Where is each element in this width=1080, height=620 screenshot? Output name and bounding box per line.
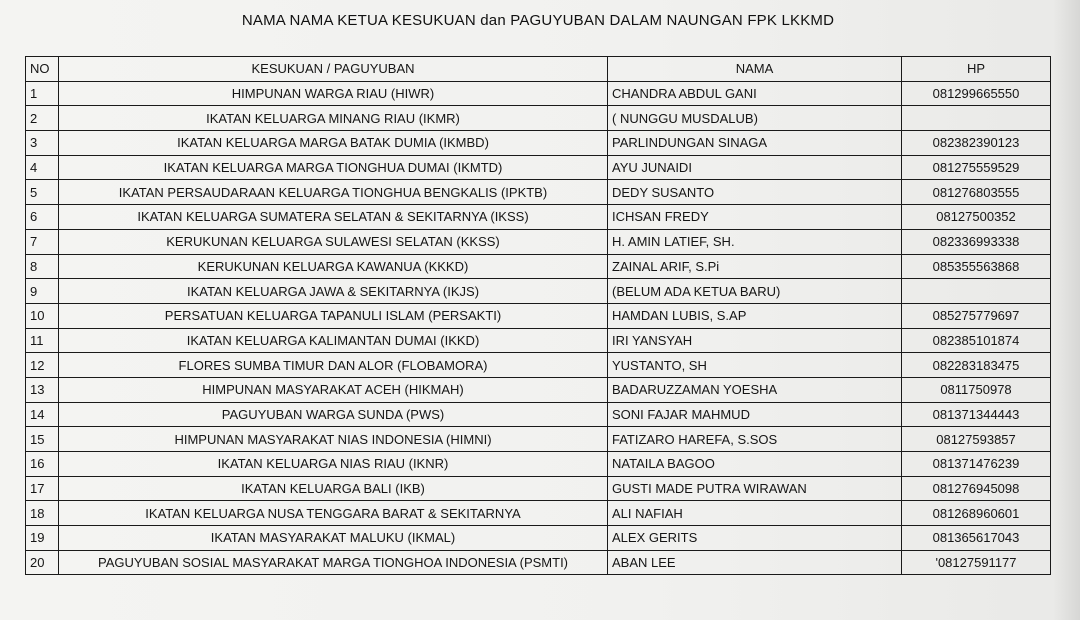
row-leader-name: ICHSAN FREDY [608,205,902,230]
header-name: NAMA [608,57,902,82]
row-number: 18 [26,501,59,526]
row-leader-name: IRI YANSYAH [608,328,902,353]
row-phone: 081371476239 [902,452,1051,477]
table-row [26,81,1051,106]
row-leader-name: HAMDAN LUBIS, S.AP [608,303,902,328]
leaders-table [25,56,1051,575]
row-organization: IKATAN KELUARGA NUSA TENGGARA BARAT & SEKITARNYA [59,501,608,526]
row-leader-name: (BELUM ADA KETUA BARU) [608,279,902,304]
row-phone: 0811750978 [902,377,1051,402]
row-phone: 082382390123 [902,131,1051,156]
row-number: 7 [26,229,59,254]
table-row [26,452,1051,477]
row-organization: IKATAN KELUARGA MARGA TIONGHUA DUMAI (IKMTD) [59,155,608,180]
header-hp: HP [902,57,1051,82]
table-row [26,353,1051,378]
row-phone: 08127500352 [902,205,1051,230]
row-leader-name: H. AMIN LATIEF, SH. [608,229,902,254]
table-row [26,377,1051,402]
row-organization: IKATAN PERSAUDARAAN KELUARGA TIONGHUA BENGKALIS (IPKTB) [59,180,608,205]
row-phone: 08127593857 [902,427,1051,452]
row-phone: 081276803555 [902,180,1051,205]
row-leader-name: ALI NAFIAH [608,501,902,526]
row-organization: PAGUYUBAN WARGA SUNDA (PWS) [59,402,608,427]
row-phone [902,106,1051,131]
row-number: 15 [26,427,59,452]
row-number: 2 [26,106,59,131]
row-phone [902,279,1051,304]
row-phone: 082385101874 [902,328,1051,353]
row-organization: KERUKUNAN KELUARGA KAWANUA (KKKD) [59,254,608,279]
row-phone: 081365617043 [902,526,1051,551]
row-phone: 081275559529 [902,155,1051,180]
table-row [26,254,1051,279]
row-organization: HIMPUNAN MASYARAKAT NIAS INDONESIA (HIMNI) [59,427,608,452]
row-organization: PAGUYUBAN SOSIAL MASYARAKAT MARGA TIONGHOA INDONESIA (PSMTI) [59,550,608,575]
row-phone: '08127591177 [902,550,1051,575]
row-phone: 081299665550 [902,81,1051,106]
row-organization: IKATAN KELUARGA KALIMANTAN DUMAI (IKKD) [59,328,608,353]
table-row [26,427,1051,452]
row-number: 1 [26,81,59,106]
row-leader-name: YUSTANTO, SH [608,353,902,378]
row-leader-name: CHANDRA ABDUL GANI [608,81,902,106]
table-row [26,303,1051,328]
row-phone: 085275779697 [902,303,1051,328]
row-organization: IKATAN MASYARAKAT MALUKU (IKMAL) [59,526,608,551]
row-leader-name: ( NUNGGU MUSDALUB) [608,106,902,131]
row-number: 20 [26,550,59,575]
row-organization: FLORES SUMBA TIMUR DAN ALOR (FLOBAMORA) [59,353,608,378]
row-leader-name: ABAN LEE [608,550,902,575]
row-number: 8 [26,254,59,279]
row-leader-name: GUSTI MADE PUTRA WIRAWAN [608,476,902,501]
row-number: 10 [26,303,59,328]
page-edge-shadow [1054,0,1080,620]
table-row [26,180,1051,205]
row-organization: KERUKUNAN KELUARGA SULAWESI SELATAN (KKSS) [59,229,608,254]
row-leader-name: SONI FAJAR MAHMUD [608,402,902,427]
document-title: NAMA NAMA KETUA KESUKUAN dan PAGUYUBAN DALAM NAUNGAN FPK LKKMD [241,12,835,29]
row-phone: 081276945098 [902,476,1051,501]
table-row [26,155,1051,180]
header-org: KESUKUAN / PAGUYUBAN [59,57,608,82]
row-organization: PERSATUAN KELUARGA TAPANULI ISLAM (PERSAKTI) [59,303,608,328]
row-phone: 085355563868 [902,254,1051,279]
row-leader-name: NATAILA BAGOO [608,452,902,477]
table-row [26,550,1051,575]
row-organization: IKATAN KELUARGA MINANG RIAU (IKMR) [59,106,608,131]
row-organization: IKATAN KELUARGA SUMATERA SELATAN & SEKITARNYA (IKSS) [59,205,608,230]
row-number: 6 [26,205,59,230]
table-row [26,106,1051,131]
row-leader-name: PARLINDUNGAN SINAGA [608,131,902,156]
row-organization: IKATAN KELUARGA JAWA & SEKITARNYA (IKJS) [59,279,608,304]
row-number: 5 [26,180,59,205]
table-row [26,328,1051,353]
row-organization: IKATAN KELUARGA NIAS RIAU (IKNR) [59,452,608,477]
table-row [26,131,1051,156]
row-phone: 082283183475 [902,353,1051,378]
table-row [26,205,1051,230]
row-phone: 081371344443 [902,402,1051,427]
table-row [26,501,1051,526]
table-row [26,279,1051,304]
row-leader-name: DEDY SUSANTO [608,180,902,205]
row-number: 4 [26,155,59,180]
row-phone: 082336993338 [902,229,1051,254]
table-header-row [26,57,1051,82]
row-leader-name: ZAINAL ARIF, S.Pi [608,254,902,279]
row-number: 14 [26,402,59,427]
row-leader-name: BADARUZZAMAN YOESHA [608,377,902,402]
row-number: 12 [26,353,59,378]
row-number: 17 [26,476,59,501]
row-number: 9 [26,279,59,304]
row-number: 11 [26,328,59,353]
row-number: 19 [26,526,59,551]
row-number: 16 [26,452,59,477]
row-number: 13 [26,377,59,402]
row-organization: IKATAN KELUARGA BALI (IKB) [59,476,608,501]
row-leader-name: FATIZARO HAREFA, S.SOS [608,427,902,452]
row-phone: 081268960601 [902,501,1051,526]
row-organization: HIMPUNAN WARGA RIAU (HIWR) [59,81,608,106]
row-leader-name: ALEX GERITS [608,526,902,551]
table-row [26,476,1051,501]
row-number: 3 [26,131,59,156]
table-row [26,526,1051,551]
header-no: NO [26,57,59,82]
table-row [26,229,1051,254]
row-leader-name: AYU JUNAIDI [608,155,902,180]
row-organization: IKATAN KELUARGA MARGA BATAK DUMIA (IKMBD) [59,131,608,156]
row-organization: HIMPUNAN MASYARAKAT ACEH (HIKMAH) [59,377,608,402]
table-row [26,402,1051,427]
